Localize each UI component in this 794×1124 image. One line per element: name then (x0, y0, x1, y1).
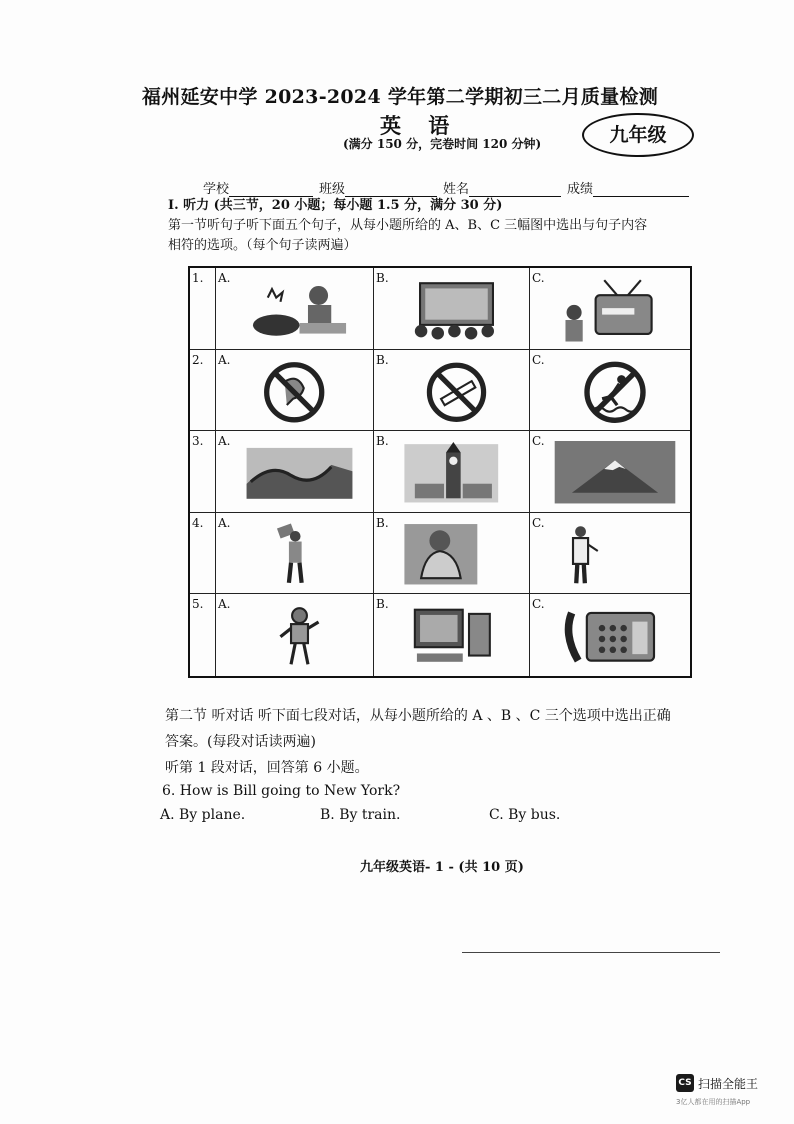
option-label: B. (376, 597, 389, 612)
computer-picture (394, 604, 519, 670)
grade-badge: 九年级 (582, 113, 694, 157)
woman-tv-picture (550, 278, 680, 343)
section1-heading: I. 听力 (共三节，20 小题；每小题 1.5 分，满分 30 分) (168, 198, 503, 213)
option-cell[interactable] (374, 431, 530, 513)
option-cell[interactable] (216, 431, 374, 513)
option-cell[interactable] (216, 513, 374, 595)
option-cell[interactable] (530, 594, 690, 676)
option-cell[interactable] (374, 594, 530, 676)
option-cell[interactable] (530, 513, 690, 595)
option-cell[interactable] (216, 594, 374, 676)
girl-cooking-picture (236, 278, 363, 343)
option-label: B. (376, 515, 389, 530)
camscanner-logo-icon: CS (676, 1074, 694, 1092)
option-label: C. (532, 515, 545, 530)
option-label: C. (532, 271, 545, 285)
worker-picture (236, 523, 363, 588)
class-label: 班级 (319, 182, 346, 197)
option-label: C. (532, 597, 545, 612)
great-wall-picture (236, 441, 363, 506)
option-label: A. (218, 352, 231, 367)
astronaut-picture (394, 523, 519, 588)
option-label: A. (218, 597, 231, 612)
score-info: (满分 150 分，完卷时间 120 分钟) (343, 137, 542, 151)
option-cell[interactable] (216, 350, 374, 432)
score-label: 成绩 (567, 182, 594, 197)
section1-instruction-line1: 第一节听句子听下面五个句子，从每小题所给的 A、B、C 三幅图中选出与句子内容 (168, 218, 648, 233)
no-swimming-sign (550, 360, 680, 425)
option-label: B. (376, 271, 389, 285)
q6-option-c[interactable]: C. By bus. (489, 807, 561, 823)
option-label: A. (218, 515, 231, 530)
question-number: 2. (190, 350, 216, 432)
question-6: 6. How is Bill going to New York? (162, 783, 401, 799)
option-cell[interactable] (374, 350, 530, 432)
telephone-picture (550, 604, 680, 670)
no-smoking-sign (394, 360, 519, 425)
question-number: 1. (190, 268, 216, 350)
question-number: 3. (190, 431, 216, 513)
q6-option-a[interactable]: A. By plane. (160, 807, 246, 823)
option-label: B. (376, 434, 389, 449)
divider-line (462, 952, 720, 953)
no-noise-sign (236, 360, 363, 425)
picture-choice-grid (188, 266, 692, 678)
option-label: A. (218, 271, 231, 285)
option-label: C. (532, 434, 545, 449)
option-label: C. (532, 352, 545, 367)
option-cell[interactable] (374, 268, 530, 350)
option-label: A. (218, 434, 231, 449)
score-field[interactable] (593, 182, 689, 197)
q6-option-b[interactable]: B. By train. (320, 807, 401, 823)
option-cell[interactable] (530, 350, 690, 432)
dialogue1-instruction: 听第 1 段对话，回答第 6 小题。 (165, 760, 369, 776)
name-label: 姓名 (443, 182, 470, 197)
big-ben-picture (394, 441, 519, 506)
subject-title: 英 语 (380, 113, 460, 138)
option-cell[interactable] (530, 431, 690, 513)
camscanner-name: 扫描全能王 (698, 1077, 759, 1091)
option-cell[interactable] (374, 513, 530, 595)
section1-instruction-line2: 相符的选项。（每个句子读两遍） (168, 238, 357, 253)
school-label: 学校 (203, 182, 230, 197)
option-label: B. (376, 352, 389, 367)
option-cell[interactable] (216, 268, 374, 350)
exam-title: 福州延安中学 2023-2024 学年第二学期初三二月质量检测 (141, 86, 659, 108)
tv-show-picture (394, 278, 519, 343)
option-cell[interactable] (530, 268, 690, 350)
mount-fuji-picture (550, 441, 680, 506)
camscanner-tagline: 3亿人都在用的扫描App (676, 1098, 751, 1106)
page-footer: 九年级英语- 1 - (共 10 页) (360, 860, 524, 875)
question-number: 5. (190, 594, 216, 676)
doctor-picture (550, 523, 680, 588)
robot-picture (236, 604, 363, 670)
section2-instruction-line2: 答案。(每段对话读两遍) (165, 734, 316, 750)
question-number: 4. (190, 513, 216, 595)
section2-instruction-line1: 第二节 听对话 听下面七段对话，从每小题所给的 A 、B 、C 三个选项中选出正确 (165, 708, 671, 724)
